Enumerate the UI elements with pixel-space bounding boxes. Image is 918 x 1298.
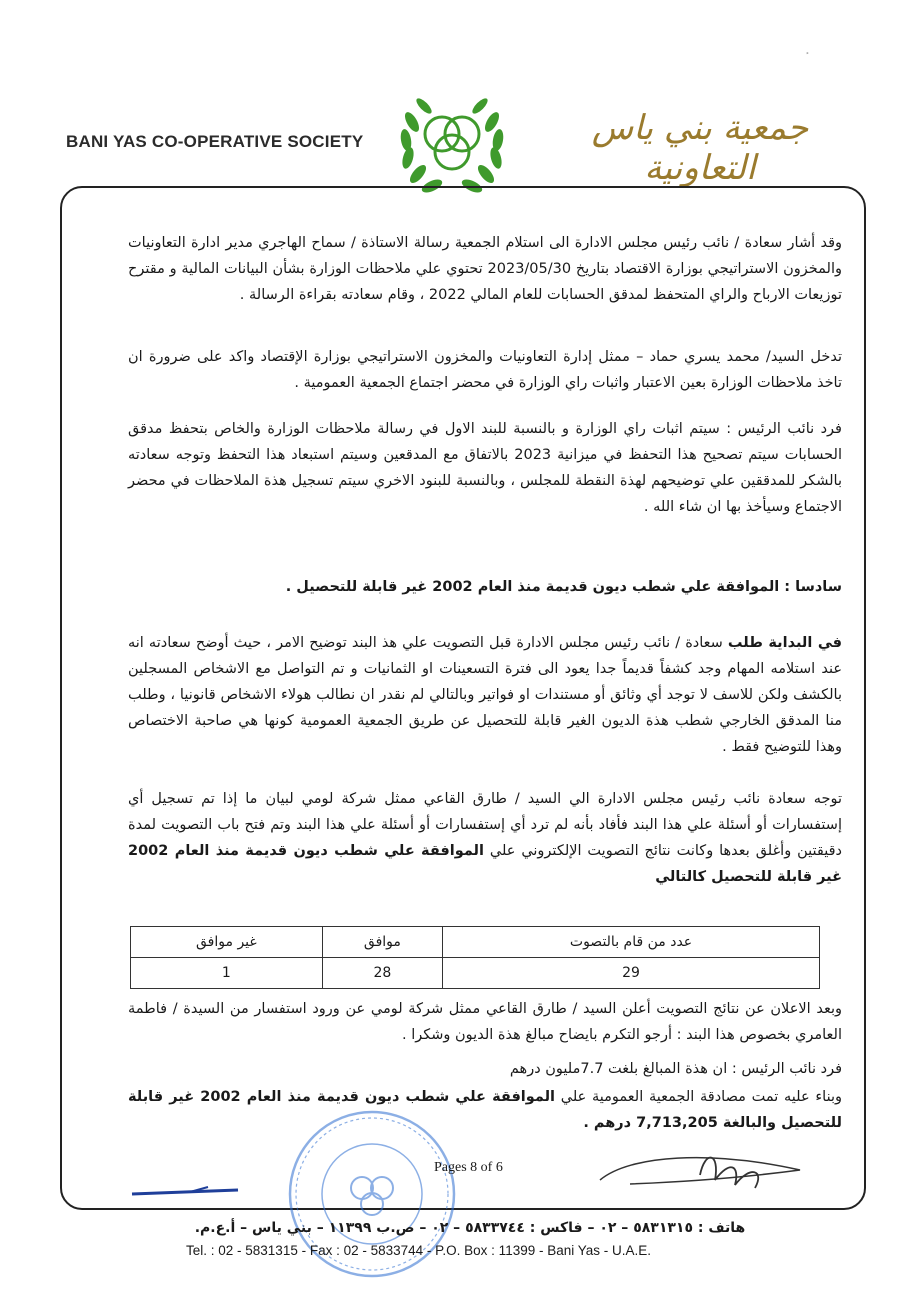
paragraph-text: وبناء عليه تمت مصادقة الجمعية العمومية علي	[555, 1089, 842, 1105]
footer-contact-en: Tel. : 02 - 5831315 - Fax : 02 - 5833744 - P.O. Box : 11399 - Bani Yas - U.A.E.	[186, 1243, 652, 1258]
signature-stroke-left-icon	[130, 1178, 240, 1202]
paragraph-amount-reply: فرد نائب الرئيس : ان هذة المبالغ بلغت 7.7مليون درهم	[509, 1061, 842, 1077]
paragraph-text: سعادة / نائب رئيس مجلس الادارة قبل التصويت علي هذ البند توضيح الامر ، حيث أوضح سعادته انه عند استلامه المهام وجد كشفاً قديماً جدا يعود الى فترة التسعينات او الثمانيات و تم التواصل مع الاشخاص المسجلين بالكشف ولكن للاسف لا توجد أي وثائق أو مستندات او فواتير وبالتالي لم نقدر ان نطالب هولاء الاشخاص قانونيا ، وطلب منا المدقق الخارجي شطب هذة الديون الغير قابلة للتحصيل عن طريق الجمعية العمومية كونها هي صاحبة الاختصاص وهذا للتوضيح فقط .	[128, 635, 842, 755]
paragraph-ministry-representative: تدخل السيد/ محمد يسري حماد – ممثل إدارة التعاونيات والمخزون الاستراتيجي بوزارة الإقتصاد واكد على ضرورة ان تاخذ ملاحظات الوزارة بعين الاعتبار واثبات راي الوزارة في محضر اجتماع الجمعية العمومية .	[128, 349, 842, 391]
section-heading-six: سادسا : الموافقة علي شطب ديون قديمة منذ العام 2002 غير قابلة للتحصيل .	[285, 579, 842, 595]
paragraph-debts-explanation	[128, 630, 842, 760]
cell-reject: 1	[131, 958, 323, 989]
paragraph-bold-resolution: الموافقة علي شطب ديون قديمة منذ العام 2002 غير قابلة للتحصيل والبالغة 7,713,205 درهم .	[128, 1089, 842, 1131]
column-header-approve: موافق	[322, 927, 442, 958]
paragraph-letter-receipt: وقد أشار سعادة / نائب رئيس مجلس الادارة الى استلام الجمعية رسالة الاستاذة / سماح الهاجري مدير ادارة التعاونيات والمخزون الاستراتيجي بوزارة الاقتصاد بتاريخ 2023/05/30 تحتوي علي ملاحظات الوزارة بشأن البيانات المالية و مقترح توزيعات الارباح والراي المتحفظ لمدقق الحسابات للعام المالي 2022 ، وقام سعادته بقراءة الرسالة .	[128, 235, 842, 303]
cell-approve: 28	[322, 958, 442, 989]
paragraph-inquiry: وبعد الاعلان عن نتائج التصويت أعلن السيد / طارق القاعي ممثل شركة لومي عن ورود استفسار من السيدة / فاطمة العامري بخصوص هذا البند : أرجو التكرم بايضاح مبالغ هذة الديون وشكرا .	[128, 1001, 842, 1043]
column-header-reject: غير موافق	[131, 927, 323, 958]
table-header-row	[131, 927, 820, 958]
column-header-total-voters: عدد من قام بالتصوت	[443, 927, 820, 958]
paragraph-vice-chairman-reply: فرد نائب الرئيس : سيتم اثبات راي الوزارة و بالنسبة للبند الاول في رسالة ملاحظات الوزارة والخاص بتحفظ مدقق الحسابات سيتم تصحيح هذا التحفظ في ميزانية 2023 بالاتفاق مع المدقعين وسيتم استبعاد هذا التحفظ وتوجه سعادته بالشكر للمدققين علي توضيحهم لهذة النقطة للمجلس ، وبالنسبة للبنود الاخري سيتم تسجيل هذة الملاحظات في محضر الاجتماع وسيأخذ بها ان شاء الله .	[128, 421, 842, 515]
paragraph-text: توجه سعادة نائب رئيس مجلس الادارة الي السيد / طارق القاعي ممثل شركة لومي لبيان ما إذا تم تسجيل أي إستفسارات أو أسئلة علي هذا البند فأفاد بأنه لم ترد أي إستفسارات أو أسئلة علي هذا البند وتم فتح باب التصويت لمدة دقيقتين وأغلق بعدها وكانت نتائج التصويت الإلكتروني علي	[128, 791, 842, 859]
cell-total-voters: 29	[443, 958, 820, 989]
org-name-ar: جمعية بني ياس التعاونية	[591, 108, 809, 188]
org-name-en: BANI YAS CO-OPERATIVE SOCIETY	[66, 132, 364, 151]
table-row	[131, 958, 820, 989]
vote-results-table	[130, 926, 820, 989]
paragraph-lead: في البداية طلب	[727, 635, 842, 651]
signature-icon	[590, 1140, 810, 1200]
laurel-rings-logo-icon	[392, 82, 512, 202]
paragraph-bold-resolution: الموافقة علي شطب ديون قديمة منذ العام 2002 غير قابلة للتحصيل كالتالي	[128, 843, 842, 885]
paragraph-voting-process	[128, 786, 842, 890]
footer-contact-ar: هاتف : ٥٨٣١٣١٥ – ٠٢ – فاكس : ٥٨٣٣٧٤٤ – ٠٢ – ص.ب ١١٣٩٩ – بني ياس – أ.ع.م.	[194, 1220, 746, 1236]
paragraph-final-approval	[128, 1084, 842, 1136]
page-number: Pages 8 of 6	[434, 1160, 503, 1175]
